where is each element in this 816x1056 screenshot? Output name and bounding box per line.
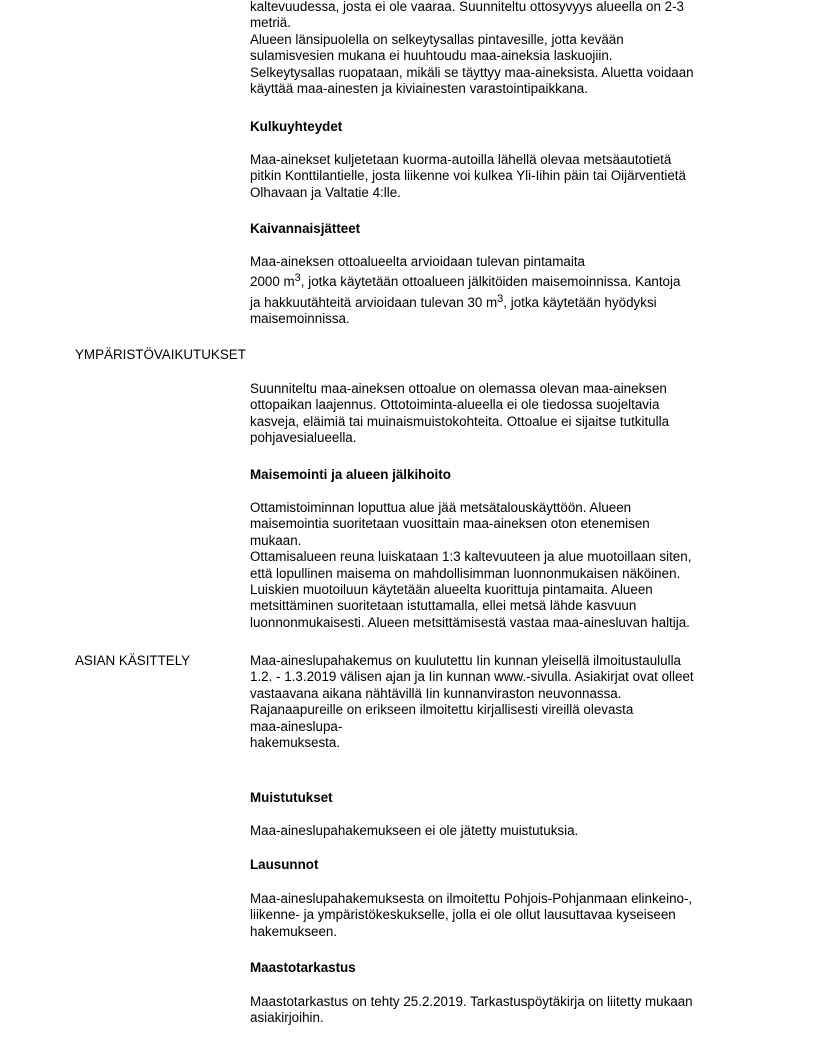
asian-kasittely-body (250, 653, 750, 751)
body-line: Maa-ainekset kuljetetaan kuorma-autoilla lähellä olevaa metsäautotietä (250, 152, 672, 167)
section-maastotarkastus (250, 960, 750, 976)
body-line: luonnonmukaisesti. Alueen metsittämisestä vastaa maa-ainesluvan haltija. (250, 614, 690, 630)
body-line: Maa-aineslupahakemukseen ei ole jätetty muistutuksia. (250, 823, 579, 838)
body-line: vastaavana aikana nähtävillä Iin kunnanviraston neuvonnassa. (250, 685, 622, 701)
heading-kaivannaisjatteet: Kaivannaisjätteet (250, 221, 361, 236)
heading-maastotarkastus: Maastotarkastus (250, 960, 356, 975)
body-line: Maa-aineslupahakemuksesta on ilmoitettu Pohjois-Pohjanmaan elinkeino-, (250, 891, 693, 906)
section-kaivannaisjatteet (250, 221, 750, 237)
body-line: mukaan. (250, 532, 302, 548)
lausunnot-body (250, 891, 750, 940)
body-line: maa-aineslupa- (250, 718, 343, 734)
kaivannaisjatteet-body (250, 254, 750, 328)
body-line: Ottamistoiminnan loputtua alue jää metsätalouskäyttöön. Alueen (250, 500, 632, 515)
intro-text-line: Selkeytysallas ruopataan, mikäli se täyttyy maa-aineksista. Aluetta voidaan (250, 64, 694, 80)
heading-kulkuyhteydet: Kulkuyhteydet (250, 119, 343, 134)
body-line: Maa-aineslupahakemus on kuulutettu Iin kunnan yleisellä ilmoitustaululla (250, 653, 681, 668)
section-maisemointi (250, 467, 750, 483)
body-line: asiakirjoihin. (250, 1010, 324, 1026)
section-lausunnot (250, 857, 750, 873)
kulkuyhteydet-body (250, 152, 750, 201)
body-line: pitkin Konttilantielle, josta liikenne voi kulkea Yli-Iihin päin tai Oijärventietä (250, 168, 686, 184)
body-line: ja hakkuutähteitä arvioidaan tulevan 30 $m^3$, jotka käytetään hyödyksi (250, 292, 657, 310)
muistutukset-body (250, 823, 750, 839)
intro-text-line: metriä. (250, 15, 291, 31)
side-label-asian-kasittely: ASIAN KÄSITTELY (75, 653, 191, 668)
body-line: 1.2. - 1.3.2019 välisen ajan ja Iin kunnan www.-sivulla. Asiakirjat ovat olleet (250, 669, 694, 685)
body-line: hakemukseen. (250, 923, 338, 939)
body-line: 2000 $m^3$, jotka käytetään ottoalueen jälkitöiden maisemoinnissa. Kantoja (250, 272, 681, 290)
body-line: maisemoinnissa. (250, 311, 350, 327)
intro-text-line: käyttää maa-ainesten ja kiviainesten varastointipaikkana. (250, 81, 588, 97)
heading-lausunnot: Lausunnot (250, 857, 319, 872)
intro-text-line: sulamisvesien mukana ei huuhtoudu maa-aineksia laskuojiin. (250, 48, 613, 64)
body-line: Olhavaan ja Valtatie 4:lle. (250, 184, 401, 200)
body-line: Luiskien muotoiluun käytetään alueelta kuorittuja pintamaita. Alueen (250, 582, 653, 598)
maastotarkastus-body (250, 994, 750, 1027)
body-line: Maa-aineksen ottoalueelta arvioidaan tulevan pintamaita (250, 254, 585, 269)
body-line: ottopaikan laajennus. Ottotoiminta-alueella ei ole tiedossa suojeltavia (250, 397, 660, 413)
heading-maisemointi: Maisemointi ja alueen jälkihoito (250, 467, 451, 482)
body-line: hakemuksesta. (250, 735, 341, 751)
body-line: Rajanaapureille on erikseen ilmoitettu kirjallisesti vireillä olevasta (250, 702, 634, 718)
body-line: Maastotarkastus on tehty 25.2.2019. Tarkastuspöytäkirja on liitetty mukaan (250, 994, 693, 1009)
body-line: pohjavesialueella. (250, 430, 357, 446)
body-line: maisemointia suoritetaan vuosittain maa-aineksen oton etenemisen (250, 516, 650, 532)
heading-muistutukset: Muistutukset (250, 790, 333, 805)
body-line: Ottamisalueen reuna luiskataan 1:3 kaltevuuteen ja alue muotoillaan siten, (250, 549, 692, 565)
intro-text-line: kaltevuudessa, josta ei ole vaaraa. Suunniteltu ottosyvyys alueella on 2-3 (250, 0, 684, 14)
intro-text-line: Alueen länsipuolella on selkeytysallas pintavesille, jotta kevään (250, 31, 624, 47)
body-line: metsittäminen suoritetaan istuttamalla, ellei metsä lähde kasvuun (250, 598, 637, 614)
body-line: että lopullinen maisema on mahdollisimman luonnonmukaisen näköinen. (250, 565, 681, 581)
section-muistutukset (250, 790, 750, 806)
section-kulkuyhteydet (250, 119, 750, 135)
ymparistovaikutukset-body (250, 381, 750, 447)
body-line: Suunniteltu maa-aineksen ottoalue on olemassa olevan maa-aineksen (250, 381, 667, 396)
body-line: liikenne- ja ympäristökeskukselle, jolla ei ole ollut lausuttavaa kyseiseen (250, 907, 676, 923)
maisemointi-body (250, 500, 750, 631)
intro-paragraphs (250, 0, 750, 97)
body-line: kasveja, eläimiä tai muinaismuistokohteita. Ottoalue ei sijaitse tutkitulla (250, 413, 670, 429)
side-label-ymparistovaikutukset: YMPÄRISTÖVAIKUTUKSET (75, 347, 246, 362)
